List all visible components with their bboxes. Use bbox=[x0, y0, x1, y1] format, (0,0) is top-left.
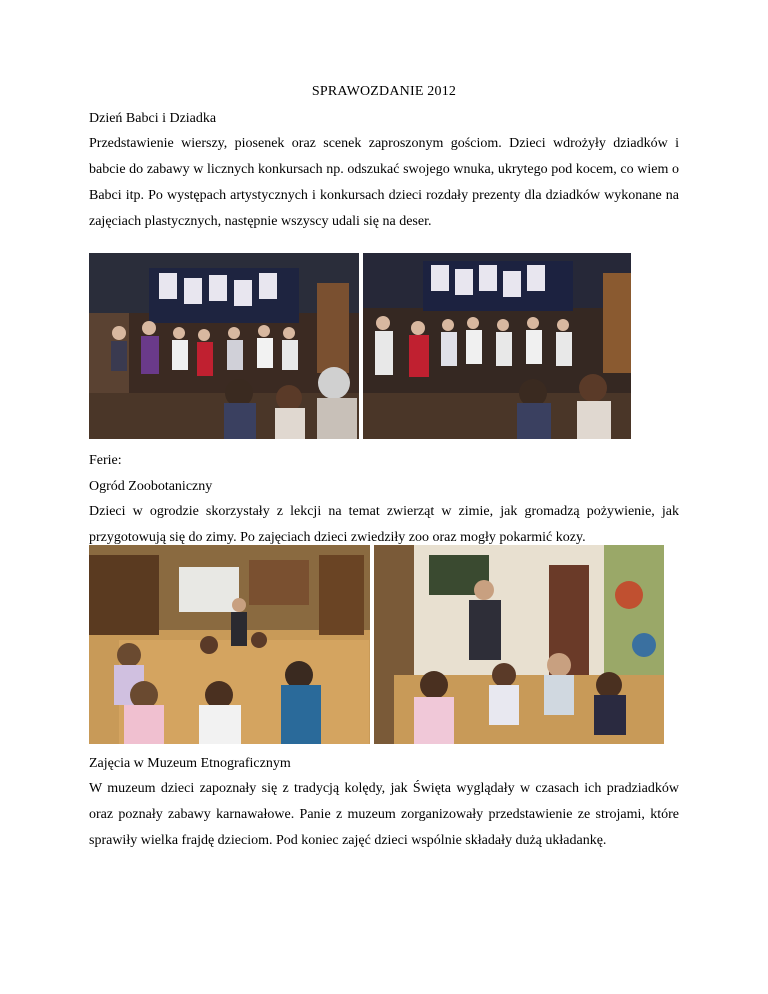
section-text-muzeum: W muzeum dzieci zapoznały się z tradycją kolędy, jak Święta wyglądały w czasach ich pradziadków oraz poznały zabawy karnawałowe. Panie z muzeum zorganizowały przedstawienie ze strojami, które sprawiły wielka frajdę dzieciom. Pod koniec zajęć dzieci wspólnie składały dużą układankę. bbox=[89, 781, 679, 848]
document-title: SPRAWOZDANIE 2012 bbox=[311, 84, 457, 99]
section-text-ogrod: Dzieci w ogrodzie skorzystały z lekcji na temat zwierząt w zimie, jak gromadzą pożywienie, jak przygotowują się do zimy. Po zajęciach dzieci zwiedziły zoo oraz mogły pokarmić kozy. bbox=[89, 504, 679, 545]
section-heading-muzeum: Zajęcia w Muzeum Etnograficznym bbox=[89, 756, 291, 771]
photo-zoo-lesson-2 bbox=[374, 545, 664, 744]
photo-zoo-lesson-1 bbox=[89, 545, 370, 744]
section-heading-ogrod: Ogród Zoobotaniczny bbox=[89, 479, 213, 494]
section-label-ferie: Ferie: bbox=[89, 453, 122, 468]
section-text-dzien-babci: Przedstawienie wierszy, piosenek oraz scenek zaproszonym gościom. Dzieci wdrożyły dziadków i babcie do zabawy w licznych konkursach np. odszukać swojego wnuka, ukrytego pod kocem, co wiem o Babci itp. Po występach artystycznych i konkursach dzieci rozdały prezenty dla dziadków wykonane na zajęciach plastycznych, następnie wszyscy udali się na deser. bbox=[89, 136, 679, 229]
photo-grandparents-day-1 bbox=[89, 253, 359, 439]
photo-grandparents-day-2 bbox=[363, 253, 631, 439]
section-heading-dzien-babci: Dzień Babci i Dziadka bbox=[89, 111, 217, 126]
